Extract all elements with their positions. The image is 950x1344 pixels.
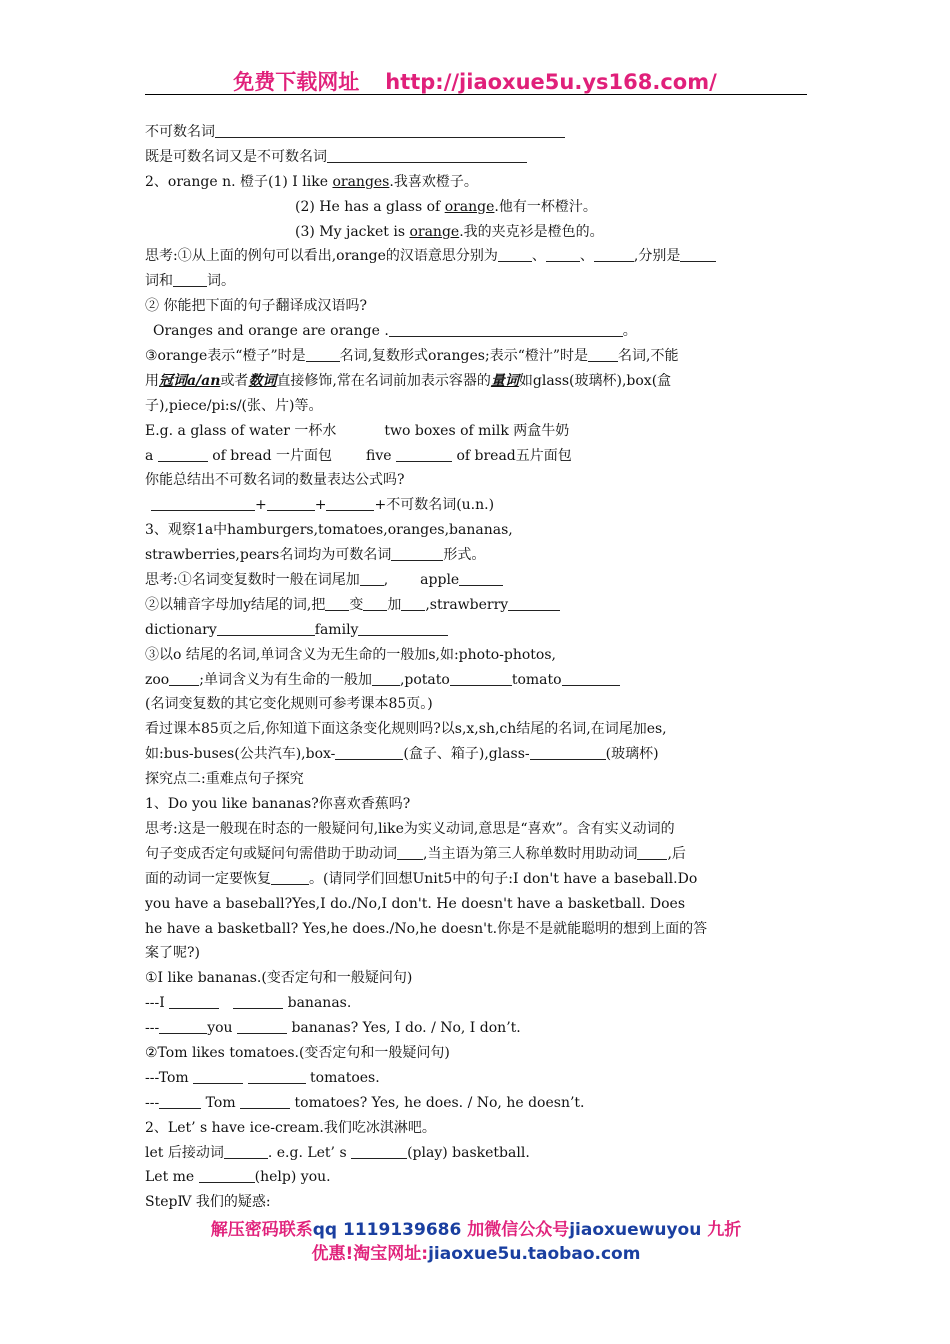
answer-blank[interactable] (173, 270, 207, 287)
text: tomatoes. (310, 1069, 380, 1086)
note: (名词变复数的其它变化规则可参考课本85页。) (145, 696, 433, 713)
answer-blank[interactable] (363, 594, 387, 611)
header-label: 免费下载网址 (233, 70, 360, 94)
text: + (314, 497, 327, 514)
text: 、 (531, 248, 546, 265)
text: he have a basketball? Yes,he does./No,he doesn't.你是不是就能聪明的想到上面的答 (145, 920, 708, 937)
answer-blank[interactable] (327, 146, 527, 163)
answer-blank[interactable] (637, 843, 667, 860)
text: + (255, 497, 267, 514)
answer-blank[interactable] (360, 569, 384, 586)
text: 思考:①名词变复数时一般在词尾加 (145, 572, 360, 589)
answer-blank[interactable] (233, 992, 283, 1009)
text: 名词,复数形式oranges;表示“橙汁”时是 (339, 348, 589, 365)
text: Let me (145, 1169, 199, 1186)
contact-qq: qq 1119139686 (312, 1220, 462, 1240)
text: 子),piece/pi:s/(张、片)等。 (145, 397, 323, 414)
question: ② 你能把下面的句子翻译成汉语吗? (145, 298, 367, 315)
text: (盒子、箱子),glass- (403, 746, 530, 763)
document-body (145, 120, 807, 1215)
uncountable-label: 不可数名词 (145, 124, 215, 140)
text: , (383, 572, 389, 589)
text: .我的夹克衫是橙色的。 (459, 223, 604, 240)
text: 变 (349, 596, 364, 613)
answer-blank[interactable] (358, 619, 448, 636)
answer-blank[interactable] (199, 1166, 255, 1183)
answer-blank[interactable] (306, 345, 340, 362)
text: you (207, 1020, 238, 1037)
answer-blank[interactable] (588, 345, 618, 362)
text: 形式。 (443, 547, 486, 564)
text: ---Tom (145, 1069, 194, 1086)
question: 你能总结出不可数名词的数量表达公式吗? (145, 472, 405, 489)
text: ,strawberry (425, 596, 509, 613)
header-url-link[interactable]: http://jiaoxue5u.ys168.com/ (385, 70, 717, 94)
text: (玻璃杯) (605, 746, 659, 763)
text: dictionary (145, 621, 217, 638)
both-label: 既是可数名词又是不可数名词 (145, 148, 327, 165)
underlined-word: oranges (332, 173, 390, 190)
answer-blank[interactable] (159, 1092, 201, 1109)
text: bananas. (287, 995, 352, 1012)
text: 用 (145, 372, 159, 389)
text: 思考:①从上面的例句可以看出,orange的汉语意思分别为 (145, 248, 498, 265)
text: 句子变成否定句或疑问句需借助于助动词 (145, 845, 397, 862)
text: of bread 一片面包 (207, 447, 333, 464)
text: 、 (579, 248, 594, 265)
text: of bread五片面包 (452, 447, 572, 464)
text: 如:bus-buses(公共汽车),box- (145, 746, 336, 763)
text: 或者 (220, 372, 249, 389)
taobao-link[interactable]: jiaoxue5u.taobao.com (428, 1244, 641, 1264)
text: apple (420, 572, 460, 589)
answer-blank[interactable] (248, 1067, 306, 1084)
answer-blank[interactable] (267, 494, 315, 511)
text: ②以辅音字母加y结尾的词,把 (145, 596, 326, 613)
answer-blank[interactable] (193, 1067, 243, 1084)
text: (help) you. (254, 1169, 331, 1186)
answer-blank[interactable] (237, 1017, 287, 1034)
text: 优惠!淘宝网址: (311, 1244, 429, 1264)
text: a (145, 447, 158, 464)
text: you have a baseball?Yes,I do./No,I don't. He doesn't have a basketball. Does (145, 895, 686, 912)
answer-blank[interactable] (680, 245, 716, 262)
contact-wechat: jiaoxuewuyou (569, 1220, 702, 1240)
text: 词。 (207, 273, 235, 290)
text: E.g. a glass of water 一杯水 (145, 422, 337, 439)
text: 词和 (145, 273, 173, 290)
answer-blank[interactable] (159, 1017, 207, 1034)
answer-blank[interactable] (224, 1142, 268, 1159)
text: ,分别是 (633, 248, 681, 265)
emphasis: 冠词a/an (159, 372, 221, 389)
text: ③以o 结尾的名词,单词含义为无生命的一般加s,如:photo-photos, (145, 646, 556, 663)
answer-blank[interactable] (351, 1142, 407, 1159)
step-heading: StepⅣ 我们的疑惑: (145, 1194, 271, 1211)
answer-blank[interactable] (158, 445, 208, 462)
text: . e.g. Let’ s (267, 1144, 352, 1161)
text: ;单词含义为有生命的一般加 (199, 671, 372, 688)
answer-blank[interactable] (397, 843, 423, 860)
text: let 后接动词 (145, 1144, 224, 1161)
answer-blank[interactable] (546, 245, 580, 262)
answer-blank[interactable] (508, 594, 560, 611)
text: five (366, 447, 396, 464)
text: 直接修饰,常在名词前加表示容器的 (276, 372, 491, 389)
text: 加微信公众号 (461, 1220, 570, 1240)
text: 。 (622, 323, 637, 340)
answer-blank[interactable] (498, 245, 532, 262)
text: ,当主语为第三人称单数时用助动词 (423, 845, 638, 862)
underlined-word: orange (444, 198, 495, 215)
answer-blank[interactable] (530, 743, 606, 760)
text: 面的动词一定要恢复 (145, 870, 271, 887)
answer-blank[interactable] (240, 1092, 290, 1109)
answer-blank[interactable] (271, 868, 309, 885)
text: 解压密码联系 (210, 1220, 313, 1240)
page-footer (145, 1218, 807, 1266)
text: (3) My jacket is (295, 223, 410, 240)
text: --- (145, 1020, 160, 1037)
emphasis: 量词 (490, 372, 519, 389)
answer-blank[interactable] (215, 121, 565, 138)
text: two boxes of milk 两盒牛奶 (384, 422, 570, 439)
answer-blank[interactable] (335, 743, 403, 760)
answer-blank[interactable] (562, 669, 620, 686)
text: 九折 (701, 1220, 742, 1240)
underlined-word: orange (409, 223, 460, 240)
text: --- (145, 1094, 160, 1111)
answer-blank[interactable] (217, 619, 315, 636)
exercise: ②Tom likes tomatoes.(变否定句和一般疑问句) (145, 1044, 450, 1061)
emphasis: 数词 (248, 372, 277, 389)
answer-blank[interactable] (372, 669, 400, 686)
text: (play) basketball. (407, 1144, 530, 1161)
text: 3、观察1a中hamburgers,tomatoes,oranges,bananas, (145, 522, 513, 539)
page-header (145, 66, 805, 96)
answer-blank[interactable] (169, 992, 219, 1009)
text: .他有一杯橙汁。 (494, 198, 597, 215)
text: family (314, 621, 359, 638)
question: 1、Do you like bananas?你喜欢香蕉吗? (145, 796, 411, 813)
answer-blank[interactable] (325, 594, 349, 611)
text: .我喜欢橙子。 (389, 173, 478, 190)
text: strawberries,pears名词均为可数名词 (145, 547, 392, 564)
text: ③orange表示“橙子”时是 (145, 348, 306, 365)
answer-blank[interactable] (459, 569, 503, 586)
text: tomato (511, 671, 562, 688)
text: ,后 (667, 845, 686, 862)
text: bananas? Yes, I do. / No, I don’t. (291, 1020, 521, 1037)
text: +不可数名词(u.n.) (374, 497, 495, 514)
answer-blank[interactable] (151, 494, 255, 511)
text: Tom (201, 1094, 241, 1111)
text: 思考:这是一般现在时态的一般疑问句,like为实义动词,意思是“喜欢”。含有实义动词的 (145, 820, 675, 837)
text: ---I (145, 995, 170, 1012)
text: 加 (387, 596, 402, 613)
answer-blank[interactable] (391, 544, 443, 561)
text: ,potato (399, 671, 450, 688)
text: 名词,不能 (618, 348, 679, 365)
header-rule (145, 94, 807, 95)
question: 2、Let’ s have ice-cream.我们吃冰淇淋吧。 (145, 1119, 436, 1136)
section-title: 探究点二:重难点句子探究 (145, 771, 304, 788)
answer-blank[interactable] (594, 245, 634, 262)
text: zoo (145, 671, 170, 688)
text: tomatoes? Yes, he does. / No, he doesn’t. (294, 1094, 585, 1111)
exercise: ①I like bananas.(变否定句和一般疑问句) (145, 970, 413, 987)
answer-blank[interactable] (396, 445, 452, 462)
text: 如glass(玻璃杯),box(盒 (518, 372, 672, 389)
answer-blank[interactable] (169, 669, 199, 686)
text: (2) He has a glass of (295, 198, 445, 215)
text: 。(请同学们回想Unit5中的句子:I don't have a baseball.Do (309, 870, 698, 887)
text: 看过课本85页之后,你知道下面这条变化规则吗?以s,x,sh,ch结尾的名词,在词尾加es, (145, 721, 667, 738)
answer-blank[interactable] (326, 494, 374, 511)
orange-heading: 2、orange n. 橙子(1) I like (145, 173, 333, 190)
text: 案了呢?) (145, 945, 200, 962)
answer-blank[interactable] (389, 320, 623, 337)
answer-blank[interactable] (401, 594, 425, 611)
answer-blank[interactable] (450, 669, 512, 686)
text: Oranges and orange are orange . (153, 323, 389, 340)
